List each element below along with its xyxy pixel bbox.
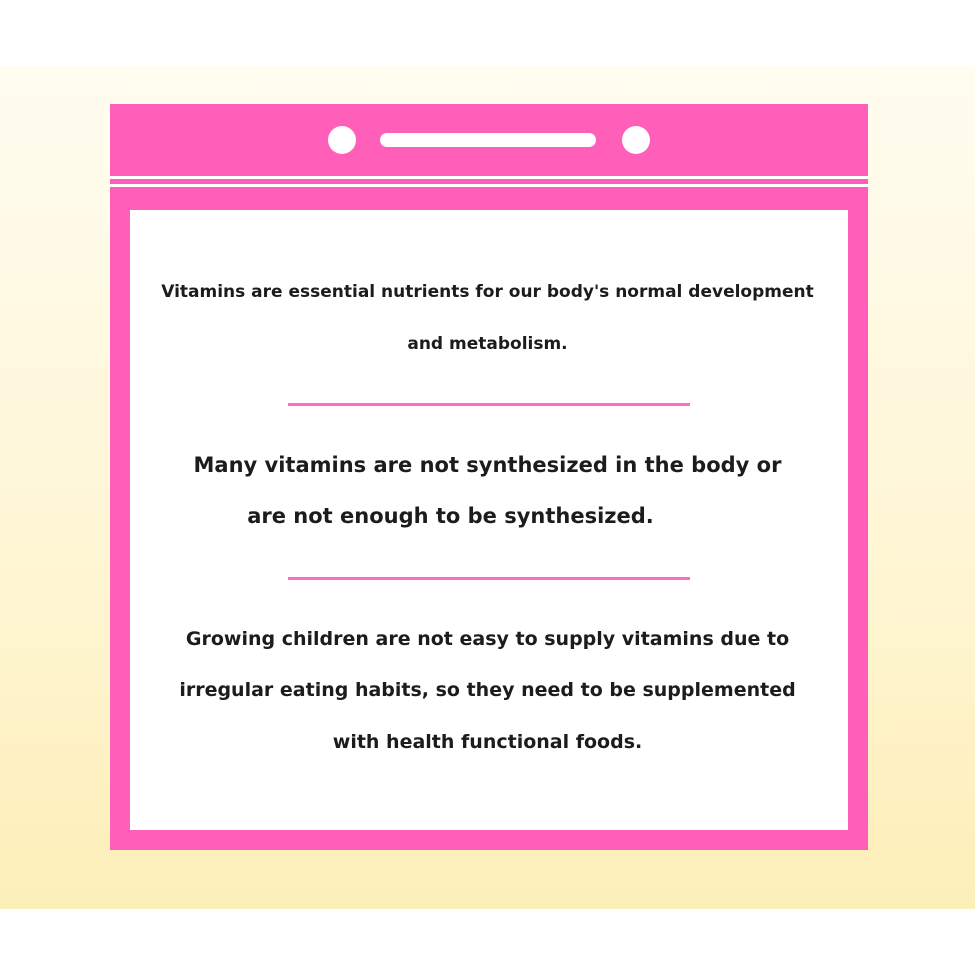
binder-hole-right-icon: [622, 126, 650, 154]
paragraph-3-line-1: Growing children are not easy to supply vitamins due to: [185, 628, 790, 650]
binder-hole-left-icon: [328, 126, 356, 154]
header-stripe-bottom: [110, 184, 868, 187]
paragraph-1-line-2: and metabolism.: [407, 334, 568, 354]
paragraph-3-line-2: irregular eating habits, so they need to be supplemented: [179, 679, 796, 701]
paragraph-2-line-2: are not enough to be synthesized.: [247, 504, 654, 528]
paragraph-3-line-3: with health functional foods.: [332, 731, 643, 753]
paragraph-1-line-1: Vitamins are essential nutrients for our body's normal development: [161, 282, 814, 302]
paragraph-2-line-1: Many vitamins are not synthesized in the body or: [193, 453, 782, 477]
header-stripe-top: [110, 176, 868, 179]
binder-slot-icon: [380, 133, 596, 147]
section-divider-2: [288, 577, 690, 580]
section-divider-1: [288, 403, 690, 406]
frame-header: [110, 104, 868, 176]
